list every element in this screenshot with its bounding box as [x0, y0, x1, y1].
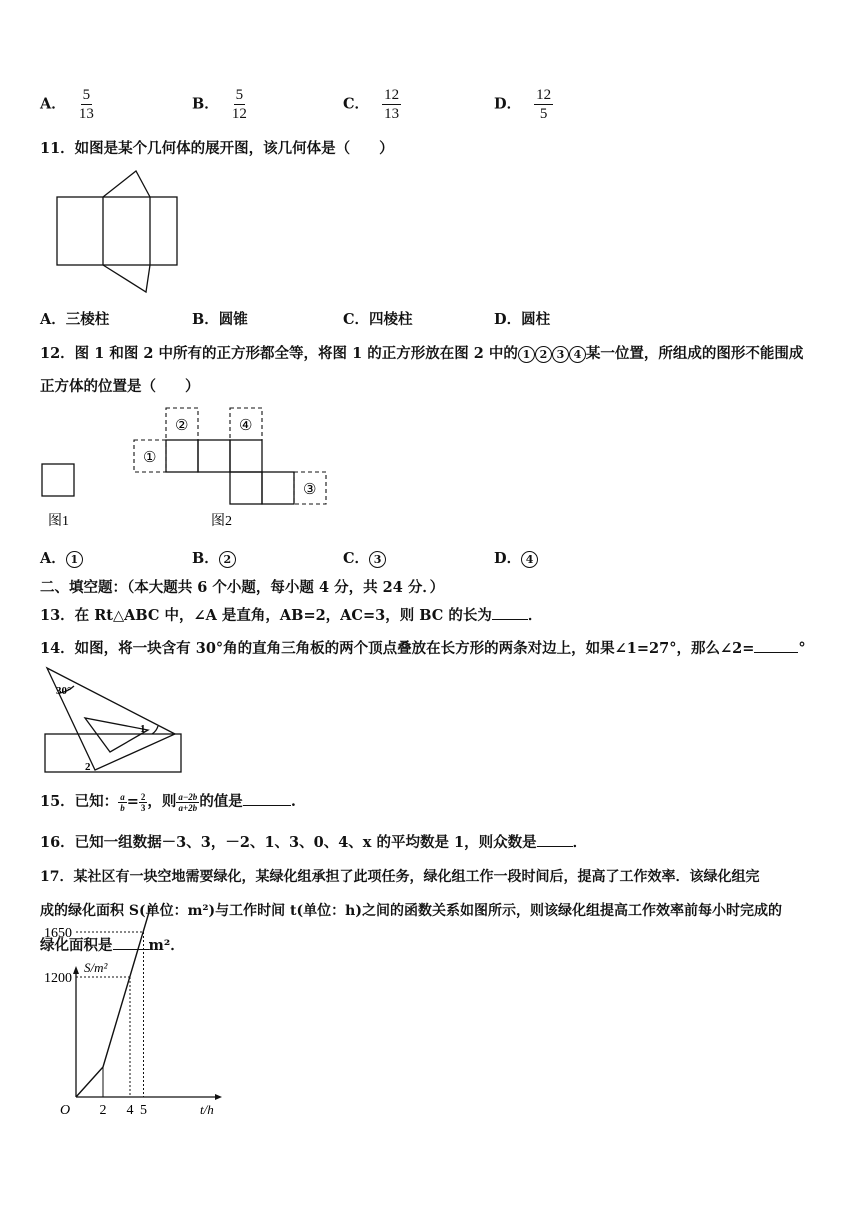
- origin-label: O: [60, 1103, 71, 1118]
- angle-1-label: 1: [140, 723, 146, 735]
- x-tick-label: 4: [126, 1103, 134, 1118]
- denominator: b: [120, 802, 125, 813]
- circled-number: 4: [569, 346, 586, 363]
- y-tick-label: 1650: [44, 926, 72, 941]
- denominator: 13: [384, 106, 400, 122]
- q17-line1: 17．某社区有一块空地需要绿化，某绿化组承担了此项任务，绿化组工作一段时间后，提高了工作效率．该绿化组完: [40, 869, 760, 885]
- fraction-a-over-b: [118, 792, 127, 813]
- denominator: 5: [539, 106, 548, 122]
- q16-end: ．: [572, 834, 588, 851]
- q15-prefix: 15．已知：: [40, 793, 119, 810]
- answer-blank: [537, 846, 573, 847]
- x-axis-arrow: [215, 1094, 222, 1100]
- x-tick-label: 5: [140, 1103, 147, 1118]
- option-letter: A．: [40, 550, 66, 567]
- numerator: 12: [384, 87, 400, 103]
- option-letter: D．: [494, 550, 522, 567]
- numerator: a: [120, 791, 125, 802]
- q12-stem-line2: 正方体的位置是（ ）: [40, 378, 200, 395]
- y-axis-arrow: [73, 966, 79, 974]
- q11-option-a: A．三棱柱: [40, 311, 110, 328]
- q17-line2: 成的绿化面积 S(单位：m²)与工作时间 t(单位：h)之间的函数关系如图所示，则该绿化组提高工作效率前每小时完成的: [40, 903, 782, 919]
- q12-option-b: [192, 547, 236, 568]
- fig2-squares: [166, 440, 294, 504]
- option-letter: D．: [494, 95, 522, 113]
- q17-prefix: 绿化面积是: [40, 937, 113, 954]
- net-top-triangle: [103, 171, 150, 197]
- q12-stem-line1: [40, 342, 803, 363]
- equals-sign: =: [126, 793, 139, 810]
- answer-blank: [492, 619, 528, 620]
- q13-end: ．: [527, 607, 543, 624]
- fig1-label: 图1: [48, 514, 69, 529]
- q14-figure: [40, 662, 190, 777]
- circled-number: 3: [552, 346, 569, 363]
- slot-label-4: ④: [239, 418, 253, 434]
- circled-number: 2: [535, 346, 552, 363]
- option-letter: B．: [192, 95, 219, 113]
- slot-label-1: ①: [143, 450, 157, 466]
- circled-number: 1: [518, 346, 535, 363]
- x-tick-label: 2: [99, 1103, 107, 1118]
- q15: [40, 790, 296, 813]
- option-letter: B．: [192, 550, 219, 567]
- q13-text: 13．在 Rt△ABC 中，∠A 是直角，AB=2，AC=3，则 BC 的长为: [40, 607, 492, 624]
- fraction: [534, 86, 553, 123]
- q16: [40, 831, 587, 852]
- numerator: 5: [82, 87, 91, 103]
- q10-option-b: [192, 86, 247, 123]
- fig2-label: 图2: [211, 514, 232, 529]
- numerator: 2: [140, 791, 146, 802]
- circled-number: 3: [369, 551, 386, 568]
- net-bottom-triangle: [103, 265, 150, 292]
- angle-2-label: 2: [85, 761, 91, 773]
- option-letter: C．: [343, 550, 370, 567]
- fraction: [382, 86, 401, 123]
- q11-stem: 11．如图是某个几何体的展开图，该几何体是（ ）: [40, 140, 394, 157]
- slot-label-3: ③: [303, 482, 317, 498]
- q15-suffix: 的值是: [199, 793, 243, 810]
- q17-suffix: m²．: [148, 937, 185, 954]
- denominator: a+2b: [178, 802, 198, 813]
- q14: [40, 637, 806, 658]
- angle1-arc: [152, 726, 158, 734]
- q11-option-c: C．四棱柱: [343, 311, 413, 328]
- q12-option-c: [343, 547, 386, 568]
- fig1-square: [42, 464, 74, 496]
- q12-figures: [30, 402, 340, 532]
- triangle-inner: [85, 718, 148, 752]
- fraction: [79, 86, 94, 123]
- q13: [40, 604, 542, 625]
- y-tick-label: 1200: [44, 971, 72, 986]
- numerator: a−2b: [178, 791, 198, 802]
- numerator: 5: [235, 87, 244, 103]
- circled-number: 4: [521, 551, 538, 568]
- fraction: [232, 86, 247, 123]
- q15-end: .: [290, 793, 296, 810]
- slot-label-2: ②: [175, 418, 189, 434]
- net-rectangles: [57, 197, 177, 265]
- q14-text: 14．如图，将一块含有 30°角的直角三角板的两个顶点叠放在长方形的两条对边上，如果∠1=27°，那么∠2=: [40, 640, 755, 657]
- q16-text: 16．已知一组数据－3、3，－2、1、3、0、4、x 的平均数是 1，则众数是: [40, 834, 537, 851]
- option-letter: C．: [343, 95, 370, 113]
- rectangle: [45, 734, 181, 772]
- denominator: 3: [140, 802, 146, 813]
- q11-option-b: B．圆锥: [192, 311, 248, 328]
- stem-text: 某一位置，所组成的图形不能围成: [585, 345, 804, 362]
- answer-blank: [243, 805, 291, 806]
- q12-option-a: [40, 547, 83, 568]
- q10-option-d: [494, 86, 553, 123]
- answer-blank: [754, 652, 798, 653]
- numerator: 12: [536, 87, 552, 103]
- fraction-expression: [176, 792, 199, 813]
- denominator: 13: [78, 106, 94, 122]
- denominator: 12: [231, 106, 247, 122]
- q14-end: °: [798, 640, 806, 657]
- option-letter: A．: [40, 95, 66, 113]
- x-axis-label: t/h: [200, 1102, 214, 1117]
- stem-text: 12．图 1 和图 2 中所有的正方形都全等，将图 1 的正方形放在图 2 中的: [40, 345, 518, 362]
- triangle-outer: [47, 668, 175, 770]
- circled-number: 1: [66, 551, 83, 568]
- q10-option-c: [343, 86, 401, 123]
- q15-then: ，则: [147, 793, 177, 810]
- q11-net-figure: [50, 165, 190, 300]
- y-axis-label: S/m²: [84, 960, 108, 975]
- q10-option-a: [40, 86, 94, 123]
- section-heading: 二、填空题：（本大题共 6 个小题，每小题 4 分，共 24 分．）: [40, 579, 445, 596]
- q12-option-d: [494, 547, 538, 568]
- circled-number: 2: [219, 551, 236, 568]
- angle-30-label: 30°: [56, 685, 72, 697]
- q11-option-d: D．圆柱: [494, 311, 551, 328]
